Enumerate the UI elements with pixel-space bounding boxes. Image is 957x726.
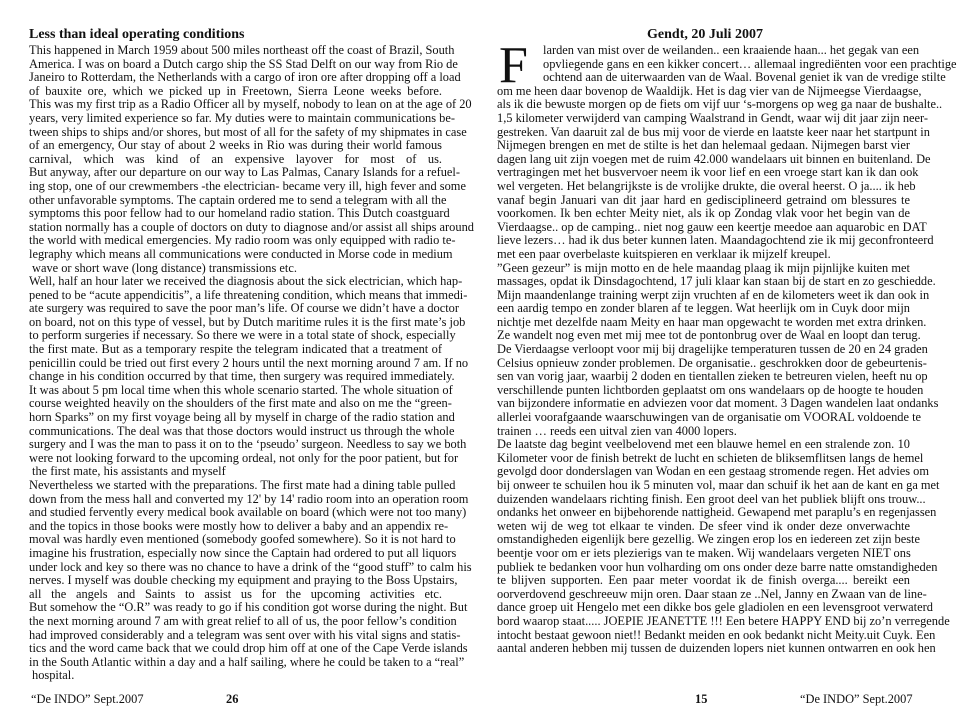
text-line: horn Sparks” on my first voyage being all by myself in charge of the radio station and — [29, 410, 455, 425]
text-line: om me heen daar bovenop de Waaldijk. Het is dag vier van de Nijmeegse Vierdaagse, — [497, 83, 922, 98]
text-line: met een paar overbelaste kuitspieren en verklaar ik mijzelf kreupel. — [497, 246, 831, 261]
article-body-left — [29, 43, 474, 683]
text-line: This was my first trip as a Radio Officer all by myself, nobody to lean on at the age of 20 — [29, 97, 472, 112]
text-line: ondanks het onweer en bijbehorende nattigheid. Gewapend met paraplu’s en regenjassen — [497, 505, 937, 520]
text-line: all the angels and Saints to assist us for the upcoming activities etc. — [29, 586, 442, 601]
text-line: hospital. — [32, 668, 75, 683]
text-line: the next morning around 7 am with great relief to all of us, the poor fellow’s condition — [29, 613, 457, 628]
text-line: Celsius opnieuw zonder problemen. De organisatie.. geschrokken door de gebeurtenis- — [497, 355, 927, 370]
text-line: een aardig tempo en zonder blaren af te leggen. Wat heerlijk om in Cuyk door mijn — [497, 301, 910, 316]
article-body-right — [497, 37, 957, 656]
text-line: gevolgd door donderslagen van Wodan en een gestaag stromende regen. Het advies om — [497, 464, 929, 479]
article-title-left: Less than ideal operating conditions — [29, 27, 245, 42]
text-line: had improved considerably and a telegram was sent over with his vital signs and statis- — [29, 627, 461, 642]
text-line: But somehow the “O.R” was ready to go if his condition got worse during the night. But — [29, 600, 468, 615]
text-line: van bijzondere informatie en adviezen voor dat moment. 3 Dagen wandelen laat ondanks — [497, 396, 939, 411]
text-line: communications. The deal was that those doctors would instruct us through the whole — [29, 423, 455, 438]
text-line: 1,5 kilometer verwijderd van camping Waalstrand in Gendt, waar wij dit jaar zijn neer- — [497, 110, 929, 125]
text-line: nichtje met dezelfde naam Meity en haar man opgewacht te worden met extra drinken. — [497, 314, 927, 329]
text-line: omstandigheden eigenlijk bere gezellig. We zingen erop los en iedereen zet zijn beste — [497, 532, 920, 547]
text-line: pened to be “acute appendicitis”, a life threatening condition, which means that immedi- — [29, 287, 468, 302]
text-line: allerlei voorafgaande waarschuwingen van de organisatie om VOORAL voldoende te — [497, 410, 922, 425]
text-line: ing stop, one of our crewmembers -the electrician- became very ill, high fever and some — [29, 178, 466, 193]
text-line: the first mate. But as a temporary respite the telegram indicated that a treatment of — [29, 342, 442, 357]
text-line: other unfavorable symptoms. The captain ordered me to send a telegram with all the — [29, 192, 447, 207]
text-line: voorkomen. Ik ben echter Meity niet, als ik op Zondag vlak voor het begin van de — [497, 206, 910, 221]
text-line: weten wij de weg tot elkaar te vinden. De sfeer vind ik onder deze onverwachte — [497, 518, 910, 533]
text-line: ochtend aan de uiterwaarden van de Waal. Bovenal geniet ik van de vredige stilte — [543, 70, 946, 85]
left-page — [0, 0, 474, 726]
text-line: De Vierdaagse verloopt voor mij bij dragelijke temperaturen tussen de 20 en 24 graden — [497, 342, 928, 357]
text-line: larden van mist over de weilanden.. een kraaiende haan... het gegak van een — [543, 43, 920, 57]
text-line: It was about 5 pm local time when this whole scenario started. The whole situation of — [29, 382, 453, 397]
text-line: vertragingen met het busvervoer neem ik voor lief en een vroege start kan ik dan ook — [497, 165, 919, 180]
text-line: the world with medical emergencies. My radio room was only equipped with radio te- — [29, 233, 456, 248]
text-line: were not looking forward to the upcoming ordeal, not only for the poor patient, but for — [29, 450, 459, 465]
text-line: oorverdovend geschreeuw mijn oren. Daar staan ze ..Nel, Janny en Zwaan van de line- — [497, 586, 927, 601]
text-line: aantal anderen hebben mij tussen de duizenden lopers niet kunnen ontwarren en ook hen — [497, 641, 936, 656]
text-line: legraphy which means all communications were conducted in Morse code in medium — [29, 246, 453, 261]
text-line: ”Geen gezeur” is mijn motto en de hele maandag plaag ik mijn pijnlijke kuiten met — [497, 260, 910, 275]
text-line: dance groep uit Hengelo met een dikke bos gele gladiolen en een levensgroot verwaterd — [497, 600, 933, 615]
text-line: vanaf begin Januari van dit jaar hard en gedisciplineerd getraind om blessures te — [497, 192, 910, 207]
text-line: years, very limited experience so far. My duties were to maintain communications be- — [29, 110, 455, 125]
text-line: duizenden wandelaars richting finish. Een groot deel van het publiek blijft ons trouw... — [497, 491, 926, 506]
text-line: verschillende punten lichtborden geplaatst om ons wandelaars op de hoogte te houden — [497, 382, 924, 397]
text-line: beentje voor om er iets plezierigs van te maken. Wij wandelaars vergeten NIET ons — [497, 545, 911, 560]
text-line: under lock and key so there was no chance to have a drink of the “good stuff” to calm his — [29, 559, 472, 574]
text-line: tics and the word came back that we could drop him off at one of the Cape Verde islands — [29, 641, 468, 656]
text-line: station normally has a couple of doctors on duty to diagnose and/or assist all ships around — [29, 219, 474, 234]
text-line: America. I was on board a Dutch cargo ship the SS Stad Delft on our way from Rio de — [29, 56, 458, 71]
text-line: imagine his frustration, especially now since the Captain had ordered to put all liquors — [29, 545, 457, 560]
text-line: the first mate, his assistants and myself — [32, 464, 226, 479]
text-line: of bauxite ore, which we picked up in Freetown, Sierra Leone weeks before. — [29, 83, 442, 98]
text-line: But anyway, after our departure on our way to Las Palmas, Canary Islands for a refuel- — [29, 165, 460, 180]
text-line: penicillin could be tried out first every 2 hours until the next morning around 7 am. If no — [29, 355, 469, 370]
text-line: gestreken. Van daaruit zal de bus mij voor de vierde en laatste keer naar het startpunt in — [497, 124, 930, 139]
text-line: bord waarop staat..... JOEPIE JEANETTE !!! Een betere HAPPY END bij zo’n verregende — [497, 613, 950, 628]
text-line: down from the mess hall and converted my 12' by 14' radio room into an operation room — [29, 491, 469, 506]
drop-cap: F — [499, 37, 528, 94]
text-line: ate surgery was required to save the poor man’s life. Of course we didn’t have a doctor — [29, 301, 459, 316]
footer-publication-left: “De INDO” Sept.2007 — [31, 692, 144, 706]
text-line: surgery and I was the man to pass it on to the ‘pseudo’ surgeon. Needless to say we both — [29, 437, 467, 452]
text-line: opvliegende gans en een kikker concert… allemaal ingrediënten voor een prachtige — [543, 56, 957, 71]
text-line: Janeiro to Rotterdam, the Netherlands with a cargo of iron ore after dropping off a load — [29, 70, 461, 85]
text-line: to perform surgeries if necessary. So there we were in a total state of shock, especially — [29, 328, 456, 343]
text-line: intocht bestaat gewoon niet!! Bedankt meiden en ook bedankt nicht Meity.uit Cuyk. Een — [497, 627, 936, 642]
text-line: and studied fervently every medical book available on board (which were not too many) — [29, 505, 467, 520]
footer-publication-right: “De INDO” Sept.2007 — [800, 692, 913, 706]
page-number-left: 26 — [226, 692, 239, 706]
text-line: wave or short wave (long distance) transmissions etc. — [32, 260, 297, 275]
text-line: lieve lezers… had ik dus beter kunnen laten. Maandagochtend zie ik mij geconfronteerd — [497, 233, 934, 248]
page-number-right: 15 — [695, 692, 708, 706]
text-line: als ik die bewuste morgen op de fiets om vijf uur ‘s-morgens op weg ga naar de bushalte.. — [497, 97, 943, 112]
text-line: moval was hardly even mentioned (somebody goofed somewhere). So it is not hard to — [29, 532, 456, 547]
text-line: carnival, which was kind of an expensive layover for most of us. — [29, 151, 442, 166]
text-line: Mijn maandenlange training werpt zijn vruchten af en de kilometers weet ik dan ook in — [497, 287, 930, 302]
text-line: change in his condition occurred by that time, then surgery was required immediately. — [29, 369, 455, 384]
text-line: publiek te bedanken voor hun volharding om ons onder deze barre natte omstandigheden — [497, 559, 938, 574]
text-line: Vierdaagse.. op de camping.. niet nog gauw een keertje meedoe aan aquarobic en DAT — [497, 219, 927, 234]
text-line: Nevertheless we started with the preparations. The first mate had a dining table pulled — [29, 478, 456, 492]
text-line: of an emergency, Our stay of about 2 weeks in Rio was during their world famous — [29, 138, 442, 153]
text-line: trainen … reeds een uitval zien van 4000 lopers. — [497, 423, 737, 438]
text-line: in the South Atlantic within a day and a half sailing, where he could be taken to a “real” — [29, 654, 465, 669]
text-line: This happened in March 1959 about 500 miles northeast off the coast of Brazil, South — [29, 43, 455, 57]
text-line: massages, opdat ik Dinsdagochtend, 17 juli klaar kan staan bij de start en zo geschiedde. — [497, 274, 936, 289]
text-line: bij onweer te schuilen hou ik 5 minuten vol, maar dan schuif ik het aan de kant en ga met — [497, 478, 940, 492]
text-line: nerves. I myself was double checking my equipment and praying to the Boss Upstairs, — [29, 573, 458, 588]
text-line: wel vergeten. Het belangrijkste is de vrolijke drukte, die overal heerst. O ja.... ik heb — [497, 178, 916, 193]
text-line: Kilometer voor de finish betrekt de lucht en schieten de bliksemflitsen langs de hemel — [497, 450, 924, 465]
text-line: Well, half an hour later we received the diagnosis about the sick electrician, which hap- — [29, 274, 463, 289]
text-line: on board, not on this type of vessel, but by Dutch maritime rules it is the first mate’s job — [29, 314, 466, 329]
text-line: De laatste dag begint veelbelovend met een blauwe hemel en een stralende zon. 10 — [497, 437, 910, 452]
text-line: tween ships to ships and/or shores, but most of all for the safety of my shipmates in case — [29, 124, 467, 139]
article-title-right: Gendt, 20 Juli 2007 — [647, 27, 763, 42]
text-line: te blijven supporten. Een paar meter voordat ik de finish overga.... bereikt een — [497, 573, 910, 588]
text-line: sen van vorig jaar, waarbij 2 doden en tientallen zieken te betreuren vielen, heeft nu op — [497, 369, 928, 384]
text-line: Ze wandelt nog even met mij mee tot de pontonbrug over de Waal en loopt dan terug. — [497, 328, 921, 343]
text-line: Nijmegen brengen en met de stilte is het dan helemaal gedaan. Nijmegen barst vier — [497, 138, 910, 153]
text-line: symptoms this poor fellow had to our homeland radio station. This Dutch coastguard — [29, 206, 450, 221]
right-page — [470, 0, 957, 726]
text-line: dagen lang uit zijn voegen met de ruim 42.000 wandelaars uit binnen en buitenland. De — [497, 151, 931, 166]
text-line: course weighted heavily on the shoulders of the first mate and also on me the “green- — [29, 396, 452, 411]
text-line: and the topics in those books were mostly how to deliver a baby and an appendix re- — [29, 518, 449, 533]
